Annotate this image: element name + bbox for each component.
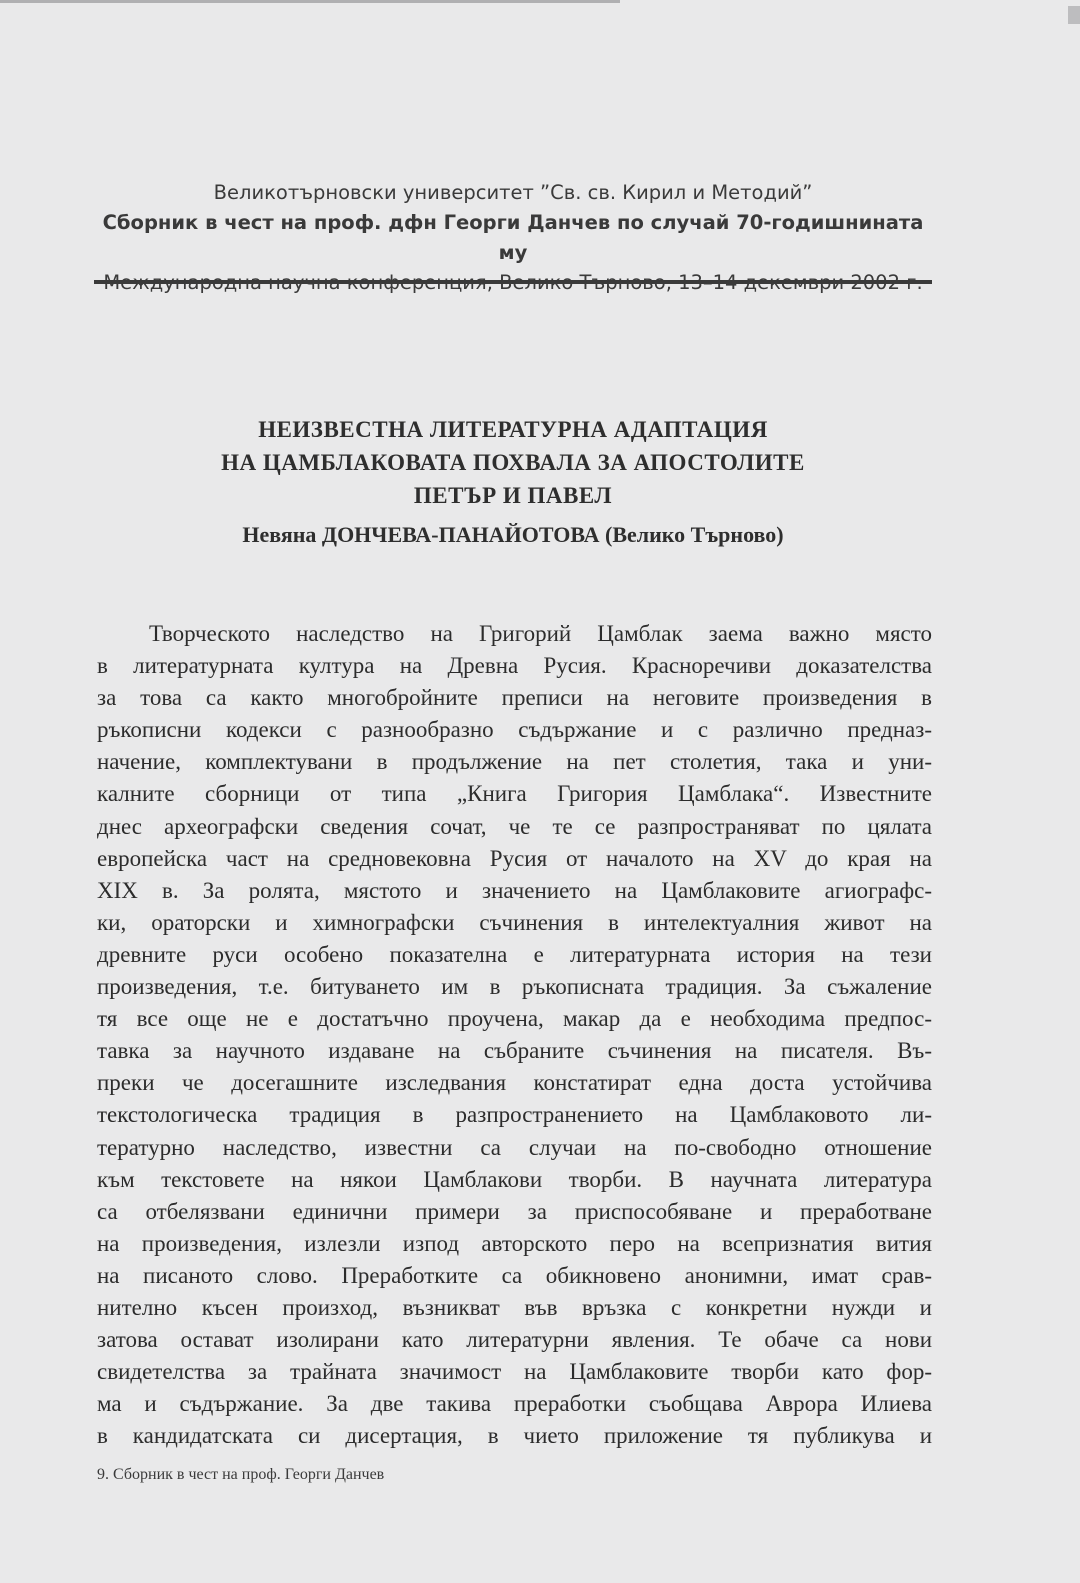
body-line: европейска част на средновековна Русия от началото на XV до края на (97, 845, 932, 871)
body-line: тя все още не е достатъчно проучена, макар да е необходима предпос- (97, 1006, 932, 1032)
body-line: към текстовете на някои Цамблакови творби. В научната литература (97, 1166, 932, 1192)
body-line: ки, ораторски и химнографски съчинения в интелектуалния живот на (97, 909, 932, 935)
body-line: произведения, т.е. битуването им в ръкописната традиция. За съжаление (97, 974, 932, 1000)
body-text (97, 618, 932, 1452)
page-signature: 9. Сборник в чест на проф. Георги Данчев (97, 1466, 385, 1483)
body-line: за това са както многобройните преписи на неговите произведения в (97, 685, 932, 711)
body-line: текстологическа традиция в разпространението на Цамблаковото ли- (97, 1102, 932, 1128)
body-line: на произведения, излезли изпод авторското перо на всепризнатия вития (97, 1230, 932, 1256)
body-line: днес археографски сведения сочат, че те се разпространяват по цялата (97, 813, 932, 839)
title-line-2: НА ЦАМБЛАКОВАТА ПОХВАЛА ЗА АПОСТОЛИТЕ (221, 450, 805, 475)
header-rule (94, 280, 932, 284)
body-line: затова остават изолирани като литературни явления. Те обаче са нови (97, 1327, 932, 1353)
scan-top-edge (0, 0, 620, 3)
body-line: нително късен произход, възникват във връзка с конкретни нужди и (97, 1294, 932, 1320)
body-line: свидетелства за трайната значимост на Цамблаковите творби като фор- (97, 1359, 932, 1385)
title-line-1: НЕИЗВЕСТНА ЛИТЕРАТУРНА АДАПТАЦИЯ (258, 417, 768, 442)
body-line: Творческото наследство на Григорий Цамблак заема важно място (149, 621, 932, 646)
body-line: XIX в. За ролята, мястото и значението на Цамблаковите агиографс- (97, 877, 932, 903)
body-line: калните сборници от типа „Книга Григория Цамблака“. Известните (97, 781, 932, 807)
body-line: ръкописни кодекси с разнообразно съдържание и с различно предназ- (97, 717, 932, 743)
university-line: Великотърновски университет ”Св. св. Кирил и Методий” (213, 181, 813, 204)
body-line: древните руси особено показателна е литературната история на тези (97, 941, 932, 967)
body-line: в литературната култура на Древна Русия. Красноречиви доказателства (97, 653, 932, 679)
article-author: Невяна ДОНЧЕВА-ПАНАЙОТОВА (Велико Търново) (242, 522, 784, 547)
body-line: преки че досегашните изследвания констатират една доста устойчива (97, 1070, 932, 1096)
body-line: тавка за научното издаване на събраните съчинения на писателя. Въ- (97, 1038, 932, 1064)
title-line-3: ПЕТЪР И ПАВЕЛ (413, 483, 613, 508)
body-line: начение, комплектувани в продължение на пет столетия, така и уни- (97, 749, 932, 775)
collection-line: Сборник в чест на проф. дфн Георги Данчев по случай 70-годишнината му (102, 211, 924, 264)
body-line: тературно наследство, известни са случаи на по-свободно отношение (97, 1134, 932, 1160)
scan-corner-mark (1068, 6, 1080, 24)
body-line: в кандидатската си дисертация, в чието приложение тя публикува и (97, 1423, 932, 1449)
body-line: на писаното слово. Преработките са обикновено анонимни, имат срав- (97, 1262, 932, 1288)
article-title (94, 413, 932, 512)
body-line: са отбелязвани единични примери за приспособяване и преработване (97, 1198, 932, 1224)
body-line: ма и съдържание. За две такива преработки съобщава Аврора Илиева (97, 1391, 932, 1417)
